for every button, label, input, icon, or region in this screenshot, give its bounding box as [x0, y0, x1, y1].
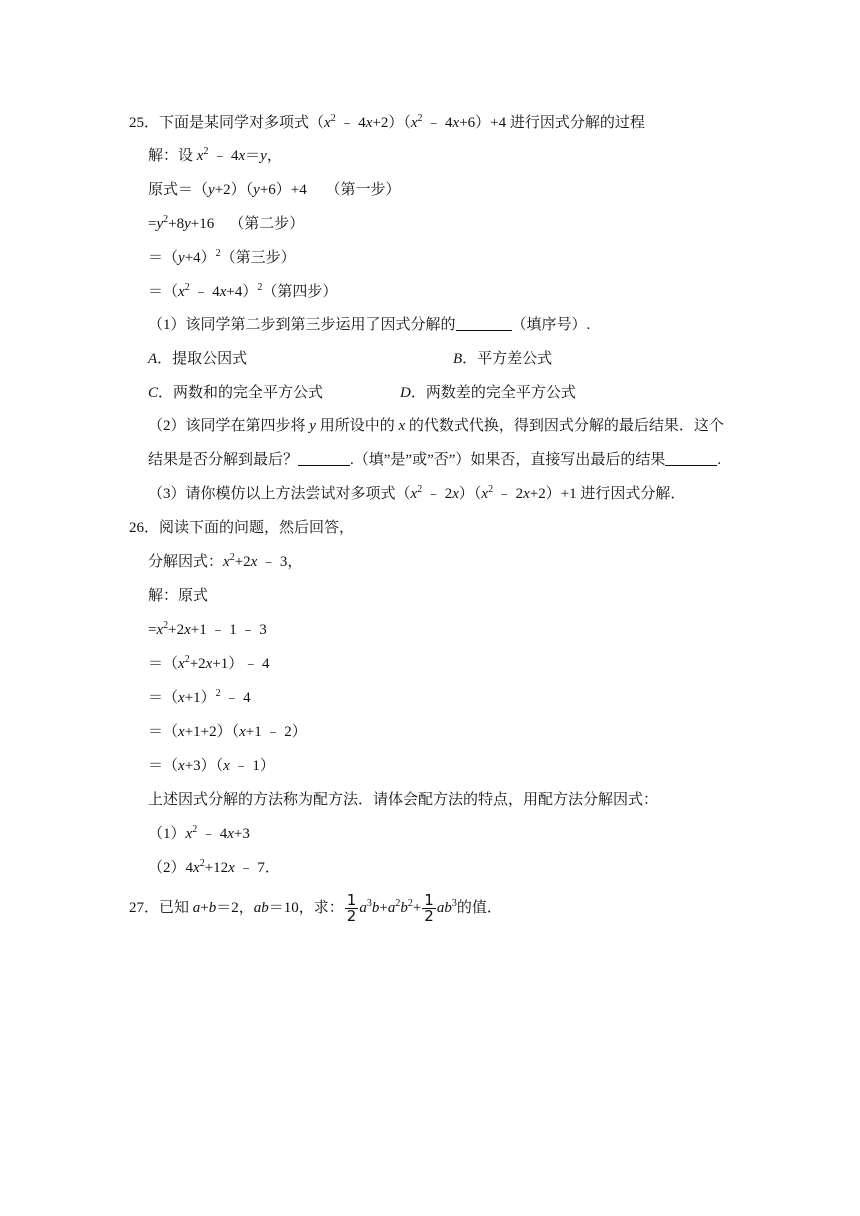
q25-solution-substitution: 解：设 $x^2$ ﹣ 4x＝y，: [148, 146, 282, 164]
q25-step-3: $=(y+4)^2$（第三步）: [148, 248, 296, 266]
q26-description: 上述因式分解的方法称为配方法．请体会配方法的特点，用配方法分解因式：: [148, 792, 659, 808]
q26-task: 分解因式：$x^2+2x$ ﹣ 3，: [148, 552, 303, 570]
option-a: A．提取公因式: [148, 351, 248, 367]
answer-blank[interactable]: [298, 451, 350, 466]
question-26-stem: 26．阅读下面的问题，然后回答，: [129, 520, 355, 536]
q25-step-4: $=(x^2$ ﹣ 4x+4）$^2$（第四步）: [148, 282, 338, 300]
q26-sub-question-1: $(1)x^2$ ﹣ 4x+3: [148, 824, 250, 842]
q26-sub-question-2: $(2)4x^2+12x$ ﹣ 7．: [148, 858, 280, 876]
question-25-stem: 25．下面是某同学对多项式（$x^2$ ﹣ $4x+2)(x^2$ ﹣ 4x+6）+4 进行因式分解的过程: [129, 113, 645, 131]
question-27-stem: 27．已知 a+b＝2，ab＝10，求： $\frac{1}{2}$ $a^3b+a^2b^2+$ $\frac{1}{2}$ $ab^3$的值．: [129, 891, 502, 926]
option-c: C．两数和的完全平方公式: [148, 385, 324, 401]
fraction-one-half: $\frac{1}{2}$: [424, 891, 434, 926]
option-b: B．平方差公式: [453, 351, 553, 367]
answer-blank[interactable]: [665, 451, 717, 466]
q25-sub-question-3: （3）请你模仿以上方法尝试对多项式（$x^2$ ﹣ $2x)(x^2$ ﹣ 2x+2）+1 进行因式分解．: [148, 484, 686, 502]
q26-step-5: ＝（x+3）（x ﹣ 1）: [148, 758, 275, 774]
answer-blank[interactable]: [456, 316, 512, 331]
q25-sub-question-2-line-2: 结果是否分解到最后？ .（填”是”或”否”）如果否，直接写出最后的结果 .: [148, 452, 722, 468]
option-d: D．两数差的完全平方公式: [400, 385, 576, 401]
q26-step-4: ＝（x+1+2）（x+1 ﹣ 2）: [148, 724, 307, 740]
q26-step-3: $=(x+1)^2$ ﹣ 4: [148, 688, 251, 706]
q25-step-2: $=y^2+8y+16$ （第二步）: [148, 214, 305, 232]
q25-step-1: 原式＝（y+2）（y+6）+4 （第一步）: [148, 182, 401, 198]
q26-solution-label: 解：原式: [148, 588, 209, 604]
q26-step-1: $=x^2+2x+1$ ﹣ 1 ﹣ 3: [148, 620, 267, 638]
q25-sub-question-2-line-1: （2）该同学在第四步将 y 用所设中的 x 的代数式代换，得到因式分解的最后结果．这个: [148, 418, 724, 434]
q26-step-2: $=(x^2+2x+1)﹣$ 4: [148, 654, 270, 672]
fraction-one-half: $\frac{1}{2}$: [346, 891, 357, 926]
q25-sub-question-1: （1）该同学第二步到第三步运用了因式分解的 （填序号）.: [148, 317, 591, 333]
